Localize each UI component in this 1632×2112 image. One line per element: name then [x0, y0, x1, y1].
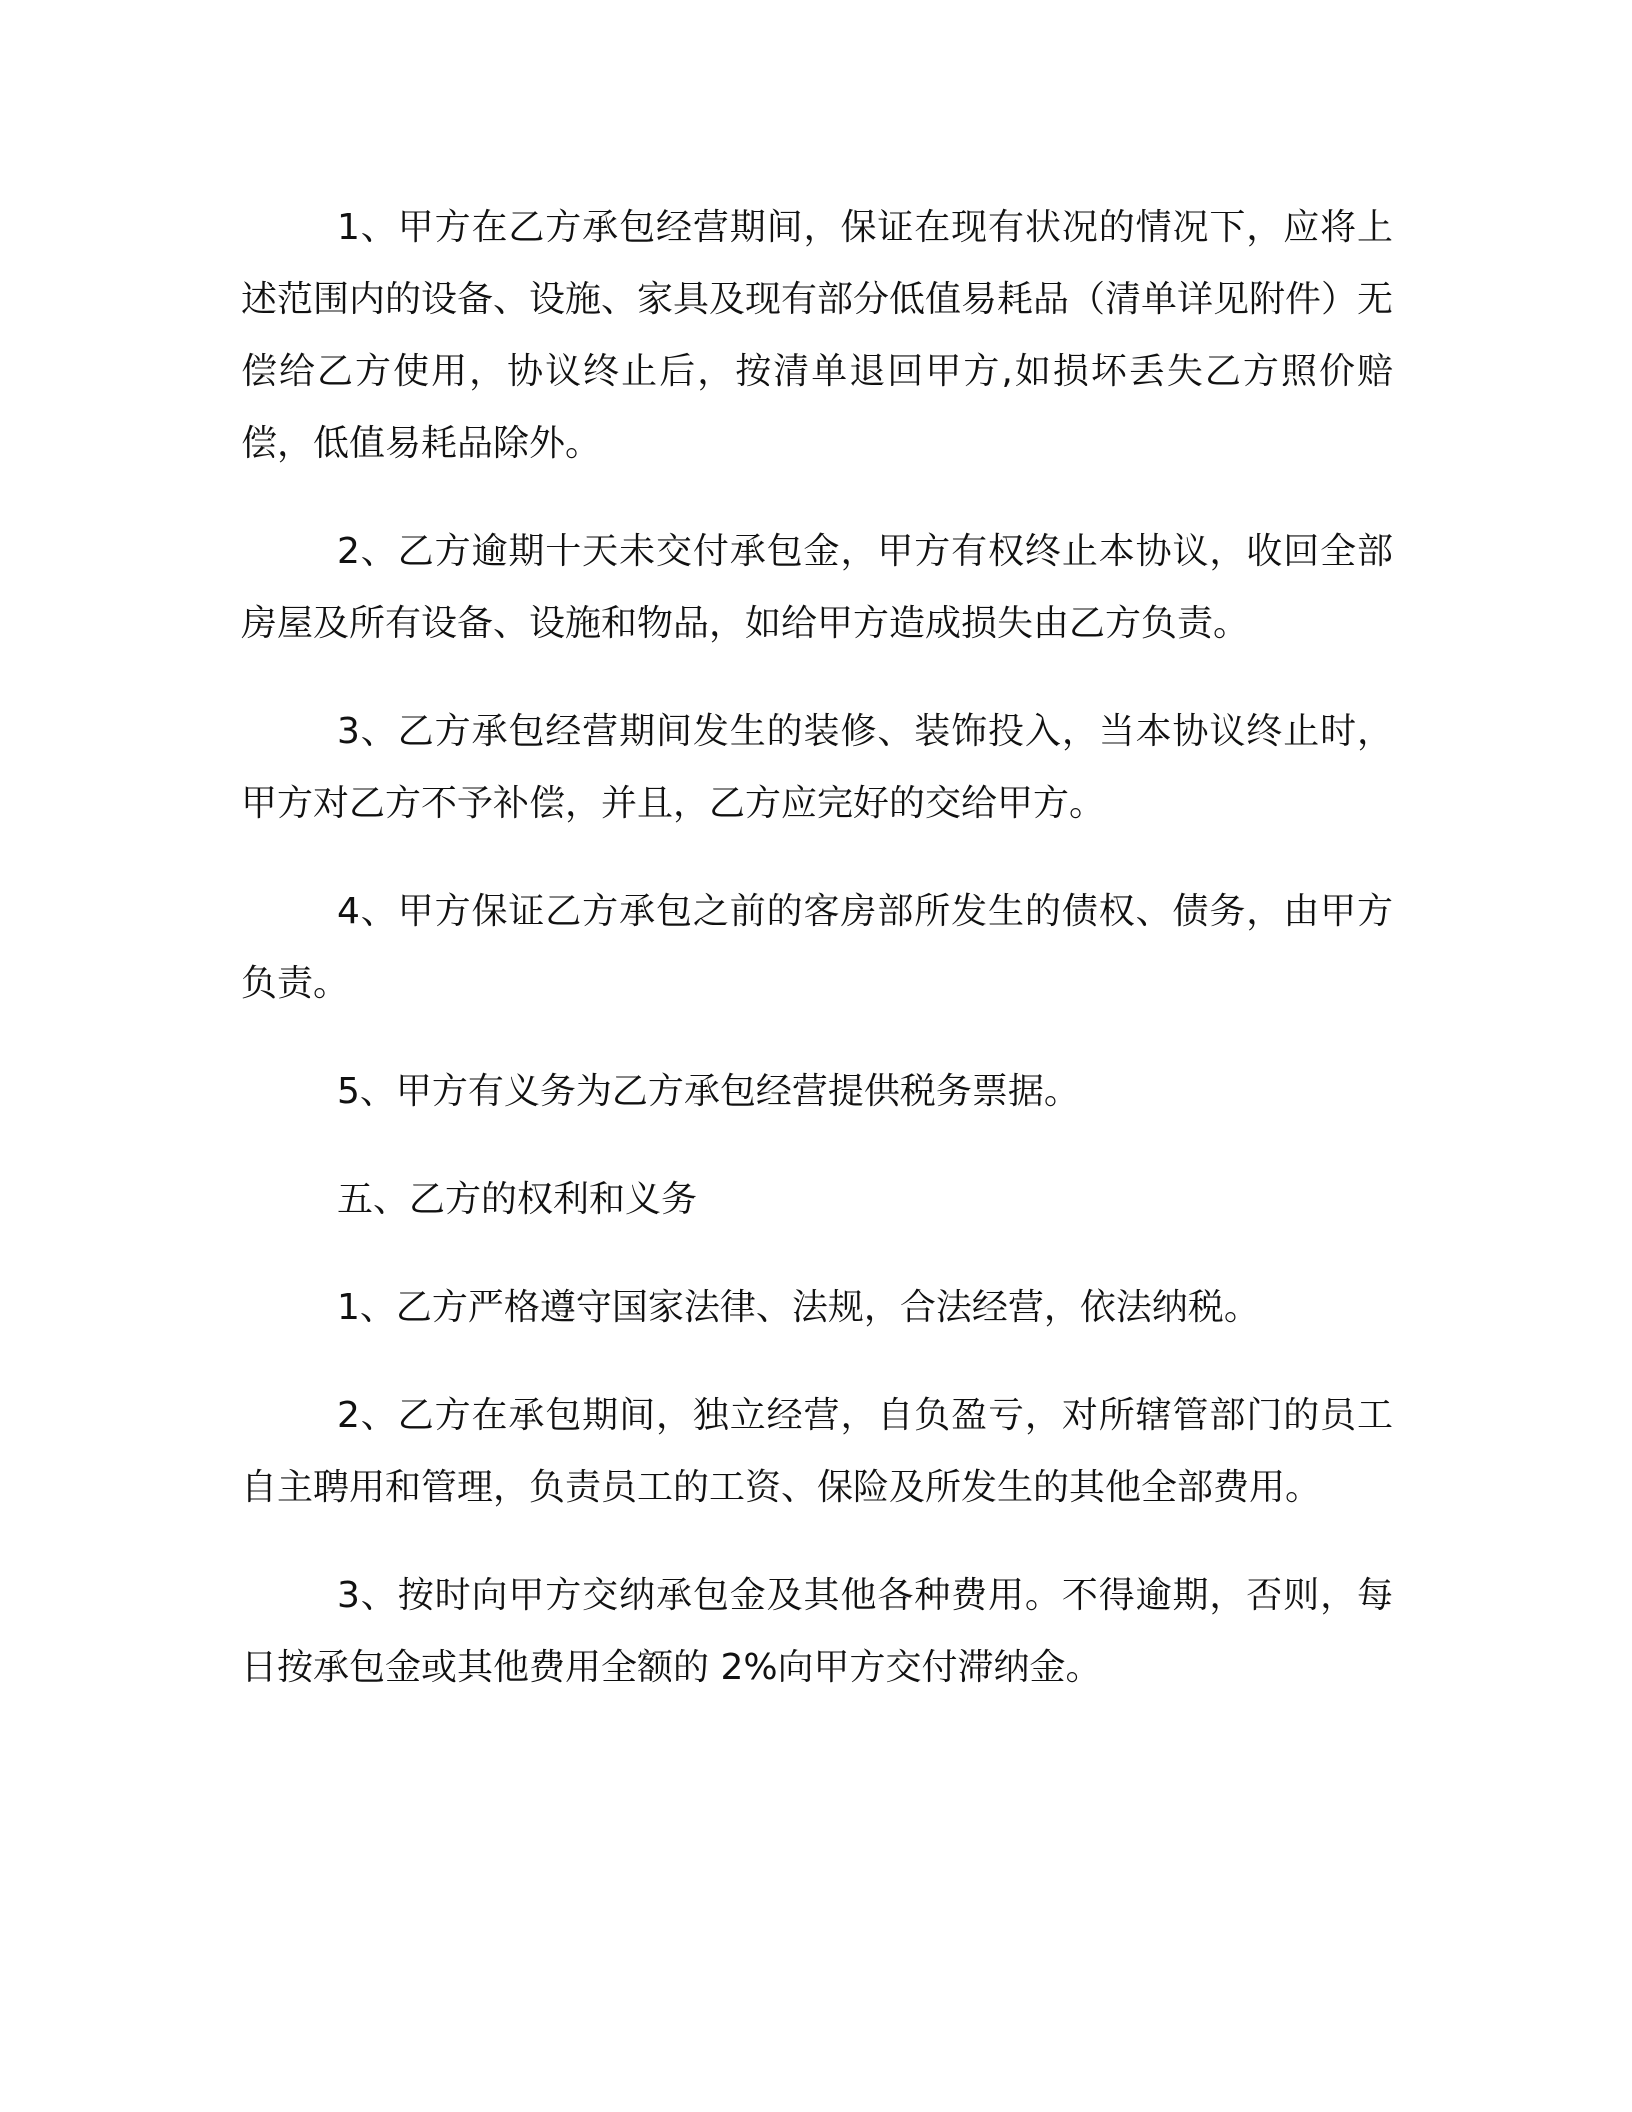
paragraph-8: 3、按时向甲方交纳承包金及其他各种费用。不得逾期，否则，每日按承包金或其他费用全额的 2%向甲方交付滞纳金。: [241, 1575, 1393, 1688]
section-heading: 五、乙方的权利和义务: [337, 1179, 698, 1220]
paragraph-7: 2、乙方在承包期间，独立经营，自负盈亏，对所辖管部门的员工自主聘用和管理，负责员工的工资、保险及所发生的其他全部费用。: [241, 1395, 1393, 1508]
document-body: [241, 192, 1393, 1740]
paragraph-3: 3、乙方承包经营期间发生的装修、装饰投入，当本协议终止时，甲方对乙方不予补偿，并且，乙方应完好的交给甲方。: [241, 711, 1393, 824]
paragraph-1: 1、甲方在乙方承包经营期间，保证在现有状况的情况下，应将上述范围内的设备、设施、家具及现有部分低值易耗品（清单详见附件）无偿给乙方使用，协议终止后，按清单退回甲方,如损坏丢失乙方照价赔偿，低值易耗品除外。: [241, 207, 1394, 464]
paragraph-2: 2、乙方逾期十天未交付承包金，甲方有权终止本协议，收回全部房屋及所有设备、设施和物品，如给甲方造成损失由乙方负责。: [241, 531, 1393, 644]
paragraph-6: 1、乙方严格遵守国家法律、法规，合法经营，依法纳税。: [337, 1287, 1260, 1328]
paragraph-4: 4、甲方保证乙方承包之前的客房部所发生的债权、债务，由甲方负责。: [241, 891, 1393, 1004]
paragraph-5: 5、甲方有义务为乙方承包经营提供税务票据。: [337, 1071, 1080, 1112]
